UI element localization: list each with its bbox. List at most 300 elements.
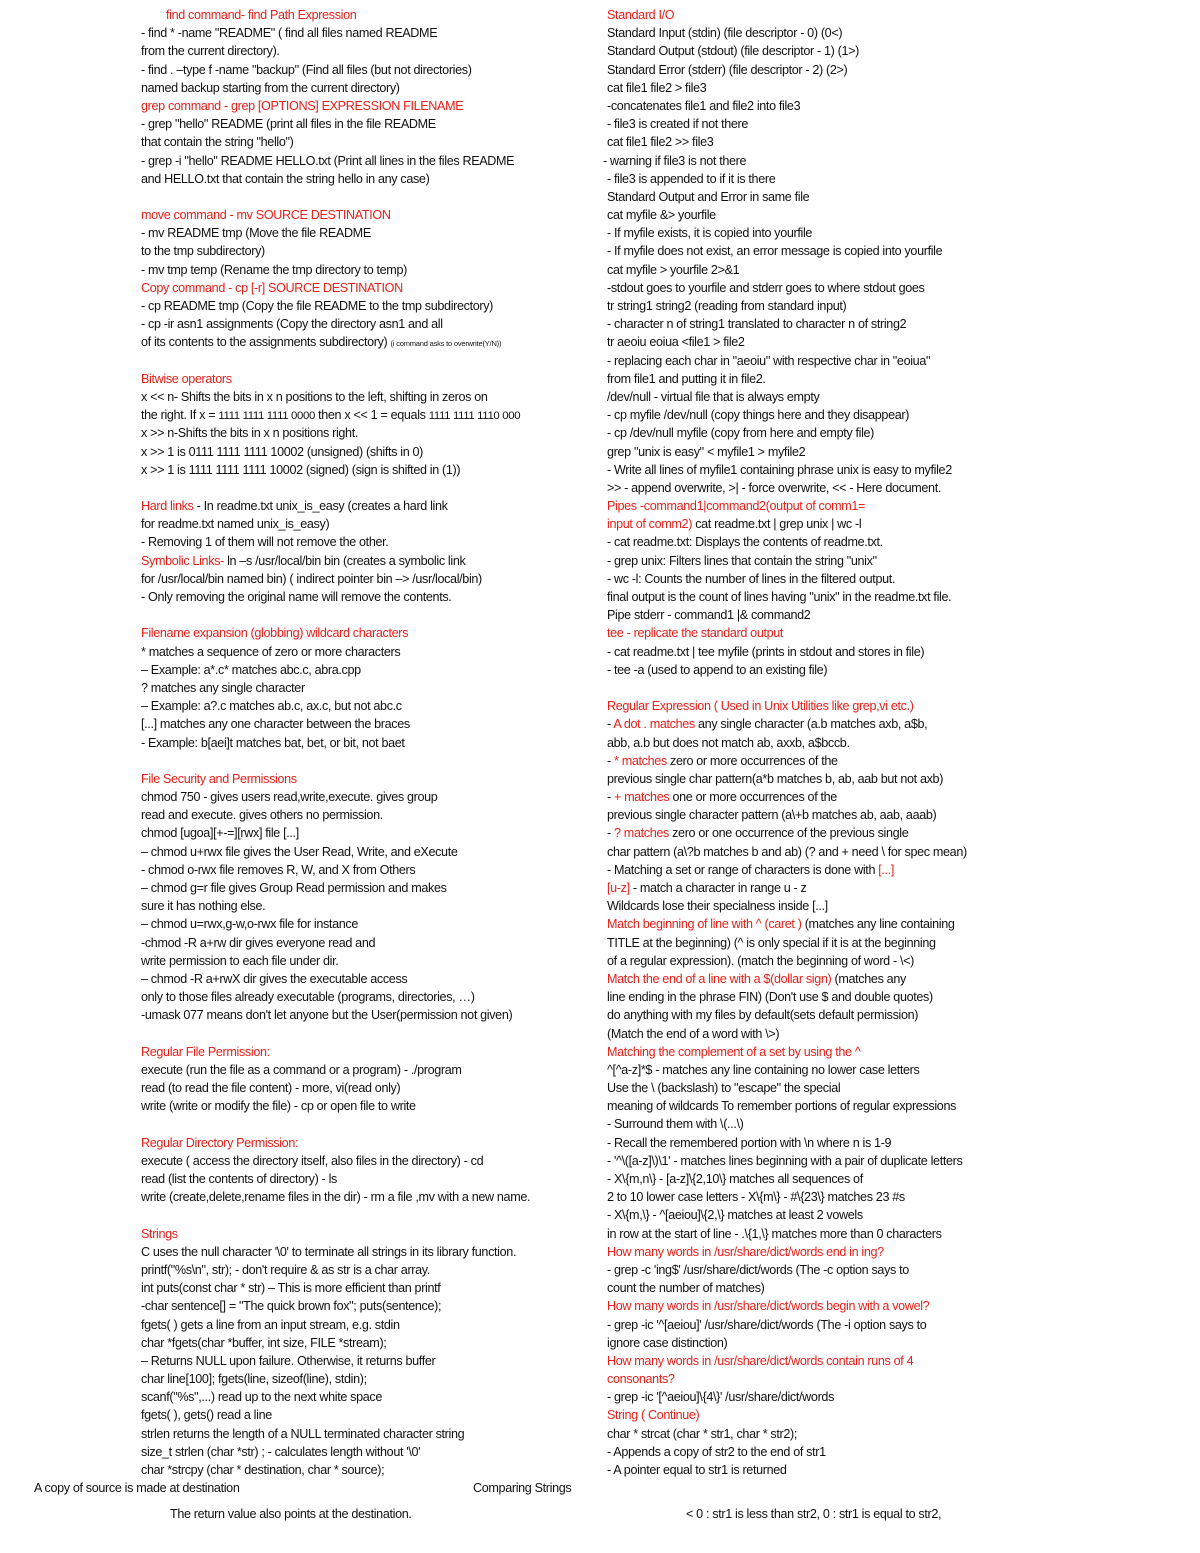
left-line <box>141 1097 591 1115</box>
text-segment: 1111 1111 1110 000 <box>428 410 521 423</box>
text-segment: - Write all lines of myfile1 containing phrase unix is easy to myfile2 <box>607 462 952 477</box>
left-line <box>141 443 591 461</box>
right-line <box>607 715 1047 733</box>
right-line <box>607 824 1047 842</box>
text-segment: cat myfile &> yourfile <box>607 208 716 223</box>
right-line <box>607 552 1047 570</box>
right-line <box>607 1225 1047 1243</box>
footer-return-note: The return value also points at the destination. <box>170 1507 412 1521</box>
right-line <box>607 352 1047 370</box>
right-line <box>607 515 1047 533</box>
text-segment: [...] matches any one character between the braces <box>141 717 410 732</box>
text-segment: count the number of matches) <box>607 1281 765 1296</box>
text-segment: -char sentence[] = "The quick brown fox"; puts(sentence); <box>141 1299 442 1314</box>
left-line <box>141 988 591 1006</box>
text-segment: - <box>607 826 614 841</box>
text-segment: consonants? <box>607 1372 675 1387</box>
text-segment: - <box>607 753 614 768</box>
left-line <box>141 1152 591 1170</box>
left-line <box>141 1206 591 1224</box>
left-line <box>141 1425 591 1443</box>
left-line <box>141 1134 591 1152</box>
text-segment: zero or one occurrence of the previous single <box>668 826 909 841</box>
left-line <box>141 1061 591 1079</box>
text-segment: Strings <box>141 1226 178 1241</box>
left-line <box>141 1388 591 1406</box>
right-line <box>607 170 1047 188</box>
right-line <box>607 61 1047 79</box>
text-segment: – chmod u+rwx file gives the User Read, Write, and eXecute <box>141 844 458 859</box>
text-segment: Wildcards lose their specialness inside [...] <box>607 899 828 914</box>
left-line <box>141 279 591 297</box>
text-segment: - cat readme.txt | tee myfile (prints in stdout and stores in file) <box>607 644 925 659</box>
text-segment: - grep -i "hello" README HELLO.txt (Print all lines in the files README <box>141 153 515 168</box>
footer-copy-note: A copy of source is made at destination <box>34 1481 240 1495</box>
text-segment: >> - append overwrite, >| - force overwrite, << - Here document. <box>607 480 942 495</box>
left-line <box>141 1243 591 1261</box>
left-line <box>141 1370 591 1388</box>
right-line <box>607 988 1047 1006</box>
left-line <box>141 61 591 79</box>
text-segment: final output is the count of lines having "unix" in the readme.txt file. <box>607 590 952 604</box>
text-segment: strlen returns the length of a NULL terminated character string <box>141 1426 465 1441</box>
text-segment: any single character (a.b matches axb, a$b, <box>694 717 928 732</box>
left-line <box>141 752 591 770</box>
right-line <box>607 533 1047 551</box>
right-line <box>607 606 1047 624</box>
left-line <box>141 915 591 933</box>
right-line <box>607 952 1047 970</box>
left-line <box>141 388 591 406</box>
left-line <box>141 661 591 679</box>
text-segment: grep "unix is easy" < myfile1 > myfile2 <box>607 444 806 459</box>
right-line <box>607 843 1047 861</box>
text-segment: read and execute. gives others no permission. <box>141 808 383 823</box>
left-line <box>141 1025 591 1043</box>
right-line <box>607 133 1047 151</box>
right-line <box>607 1443 1047 1461</box>
right-line <box>607 315 1047 333</box>
left-line <box>141 497 591 515</box>
left-line <box>141 170 591 188</box>
left-line <box>141 1461 591 1479</box>
text-segment: write permission to each file under dir. <box>141 953 339 968</box>
text-segment: named backup starting from the current directory) <box>141 80 400 95</box>
right-line <box>607 6 1047 24</box>
left-line <box>141 333 591 351</box>
left-line <box>141 188 591 206</box>
left-line <box>141 697 591 715</box>
text-segment: - cp README tmp (Copy the file README to the tmp subdirectory) <box>141 299 494 313</box>
left-line <box>141 970 591 988</box>
text-segment: - mv README tmp (Move the file README <box>141 226 371 241</box>
left-line <box>141 879 591 897</box>
text-segment: int puts(const char * str) – This is more efficient than printf <box>141 1281 441 1296</box>
text-segment: ^[^a-z]*$ - matches any line containing no lower case letters <box>607 1062 920 1077</box>
text-segment: x << n- Shifts the bits in x n positions to the left, shifting in zeros on <box>141 389 488 404</box>
left-line <box>141 424 591 442</box>
right-line <box>607 1425 1047 1443</box>
text-segment: Use the \ (backslash) to "escape" the special <box>607 1081 841 1096</box>
text-segment: cat file1 file2 > file3 <box>607 80 707 95</box>
left-line <box>141 370 591 388</box>
text-segment: - find * -name "README" ( find all files named README <box>141 26 438 41</box>
left-line <box>141 115 591 133</box>
right-line <box>603 152 1047 170</box>
text-segment: - A pointer equal to str1 is returned <box>607 1463 787 1477</box>
left-line <box>141 206 591 224</box>
text-segment: - '^\([a-z]\)\1' - matches lines beginning with a pair of duplicate letters <box>607 1153 963 1168</box>
text-segment: 1111 1111 1111 0000 <box>218 410 315 423</box>
text-segment: Symbolic Links- <box>141 553 224 568</box>
right-line <box>607 879 1047 897</box>
text-segment: – Returns NULL upon failure. Otherwise, it returns buffer <box>141 1353 436 1368</box>
text-segment: Hard links <box>141 499 194 514</box>
right-line <box>607 679 1047 697</box>
left-line <box>141 570 591 588</box>
text-segment: - grep "hello" README (print all files in the file README <box>141 117 436 132</box>
left-line <box>141 479 591 497</box>
left-line <box>141 788 591 806</box>
text-segment: sure it has nothing else. <box>141 899 266 914</box>
text-segment: - mv tmp temp (Rename the tmp directory to temp) <box>141 262 407 277</box>
text-segment: then x << 1 = equals <box>314 408 429 423</box>
text-segment: and HELLO.txt that contain the string hello in any case) <box>141 171 430 186</box>
left-line <box>141 1334 591 1352</box>
left-line <box>141 715 591 733</box>
left-line <box>141 1279 591 1297</box>
text-segment: - Surround them with \(...\) <box>607 1117 744 1132</box>
text-segment: ignore case distinction) <box>607 1335 728 1350</box>
right-line <box>607 1061 1047 1079</box>
left-line <box>141 1406 591 1424</box>
right-column <box>603 6 1047 1479</box>
text-segment: -stdout goes to yourfile and stderr goes to where stdout goes <box>607 280 925 295</box>
text-segment: line ending in the phrase FIN) (Don't use $ and double quotes) <box>607 990 933 1005</box>
text-segment: Pipes -command1|command2(output of comm1= <box>607 499 866 514</box>
text-segment: tr aeoiu eoiua <file1 > file2 <box>607 335 745 350</box>
right-line <box>607 1461 1047 1479</box>
text-segment: - X\{m,\} - ^[aeiou]\{2,\} matches at least 2 vowels <box>607 1208 863 1223</box>
left-line <box>141 770 591 788</box>
left-line <box>141 606 591 624</box>
text-segment: (i command asks to overwrite(Y/N)) <box>390 339 502 349</box>
right-line <box>607 570 1047 588</box>
text-segment: (Match the end of a word with \>) <box>607 1026 780 1041</box>
text-segment: Regular Expression ( Used in Unix Utilities like grep,vi etc.) <box>607 699 914 714</box>
text-segment: Standard Output and Error in same file <box>607 189 810 204</box>
text-segment: meaning of wildcards To remember portions of regular expressions <box>607 1099 957 1114</box>
text-segment: - chmod o-rwx file removes R, W, and X from Others <box>141 862 416 877</box>
left-line <box>141 1443 591 1461</box>
text-segment: – Example: a?.c matches ab.c, ax.c, but not abc.c <box>141 699 402 714</box>
left-line <box>141 6 591 24</box>
right-line <box>607 861 1047 879</box>
text-segment: - grep -ic '^[aeiou]' /usr/share/dict/words (The -i option says to <box>607 1317 927 1332</box>
text-segment: Copy command - cp [-r] SOURCE DESTINATION <box>141 280 403 295</box>
text-segment: zero or more occurrences of the <box>666 753 838 768</box>
text-segment: tr string1 string2 (reading from standard input) <box>607 299 847 313</box>
text-segment: ? matches any single character <box>141 680 305 695</box>
text-segment: chmod [ugoa][+-=][rwx] file [...] <box>141 826 299 841</box>
text-segment: Regular File Permission: <box>141 1044 270 1059</box>
left-line <box>141 1297 591 1315</box>
text-segment: How many words in /usr/share/dict/words begin with a vowel? <box>607 1299 930 1314</box>
text-segment: Regular Directory Permission: <box>141 1135 299 1150</box>
text-segment: move command - mv SOURCE DESTINATION <box>141 208 391 223</box>
left-line <box>141 297 591 315</box>
right-line <box>607 752 1047 770</box>
left-line <box>141 24 591 42</box>
text-segment: only to those files already executable (programs, directories, …) <box>141 990 475 1005</box>
text-segment: How many words in /usr/share/dict/words end in ing? <box>607 1244 884 1259</box>
left-line <box>141 1316 591 1334</box>
left-line <box>141 861 591 879</box>
text-segment: (matches any line containing <box>801 917 955 932</box>
text-segment: - cp myfile /dev/null (copy things here and they disappear) <box>607 408 910 423</box>
right-line <box>607 1152 1047 1170</box>
text-segment: Match beginning of line with ^ (caret ) <box>607 917 802 932</box>
text-segment: execute ( access the directory itself, also files in the directory) - cd <box>141 1153 484 1168</box>
text-segment: Bitwise operators <box>141 371 232 386</box>
text-segment: – Example: a*.c* matches abc.c, abra.cpp <box>141 662 361 677</box>
text-segment: - find . –type f -name "backup" (Find all files (but not directories) <box>141 62 472 77</box>
text-segment: - <box>607 790 614 805</box>
left-line <box>141 352 591 370</box>
left-line <box>141 97 591 115</box>
text-segment: Standard I/O <box>607 8 675 22</box>
right-line <box>607 1388 1047 1406</box>
text-segment: fgets( ) gets a line from an input stream, e.g. stdin <box>141 1317 400 1332</box>
text-segment: from file1 and putting it in file2. <box>607 371 766 386</box>
text-segment: char line[100]; fgets(line, sizeof(line), stdin); <box>141 1372 367 1387</box>
left-line <box>141 133 591 151</box>
text-segment: cat readme.txt | grep unix | wc -l <box>692 517 862 532</box>
left-line <box>141 1006 591 1024</box>
text-segment: x >> 1 is 1111 1111 1111 10002 (signed) (sign is shifted in (1)) <box>141 462 461 477</box>
text-segment: - wc -l: Counts the number of lines in the filtered output. <box>607 571 896 586</box>
text-segment: – chmod u=rwx,g-w,o-rwx file for instance <box>141 917 358 932</box>
text-segment: File Security and Permissions <box>141 771 297 786</box>
text-segment: in row at the start of line - .\{1,\} matches more than 0 characters <box>607 1226 942 1241</box>
right-line <box>607 370 1047 388</box>
text-segment: - X\{m,n\} - [a-z]\{2,10\} matches all sequences of <box>607 1172 863 1186</box>
left-line <box>141 843 591 861</box>
text-segment: previous single character pattern (a\+b matches ab, aab, aaab) <box>607 808 937 823</box>
text-segment: the right. If x = <box>141 408 219 423</box>
text-segment: Match the end of a line with a $(dollar sign) <box>607 971 832 986</box>
text-segment: char *fgets(char *buffer, int size, FILE *stream); <box>141 1335 387 1350</box>
left-line <box>141 679 591 697</box>
left-line <box>141 552 591 570</box>
left-line <box>141 588 591 606</box>
right-line <box>607 1279 1047 1297</box>
right-line <box>607 970 1047 988</box>
right-line <box>607 806 1047 824</box>
left-line <box>141 934 591 952</box>
right-line <box>607 1243 1047 1261</box>
text-segment: that contain the string "hello") <box>141 135 294 150</box>
text-segment: chmod 750 - gives users read,write,execute. gives group <box>141 790 438 805</box>
text-segment: – chmod g=r file gives Group Read permission and makes <box>141 881 447 895</box>
text-segment: String ( Continue) <box>607 1408 700 1423</box>
text-segment: read (list the contents of directory) - ls <box>141 1172 337 1186</box>
text-segment: - tee -a (used to append to an existing file) <box>607 662 828 677</box>
left-line <box>141 1170 591 1188</box>
text-segment: input of comm2) <box>607 517 693 532</box>
left-line <box>141 897 591 915</box>
text-segment: grep command - grep [OPTIONS] EXPRESSION FILENAME <box>141 98 464 113</box>
right-line <box>607 406 1047 424</box>
text-segment: - cp /dev/null myfile (copy from here and empty file) <box>607 426 875 441</box>
text-segment: - In readme.txt unix_is_easy (creates a hard link <box>193 499 448 514</box>
right-line <box>607 588 1047 606</box>
right-line <box>607 115 1047 133</box>
right-line <box>607 261 1047 279</box>
text-segment: - grep -ic '[^aeiou]\{4\}' /usr/share/dict/words <box>607 1390 835 1405</box>
left-line <box>141 315 591 333</box>
text-segment: of its contents to the assignments subdirectory) <box>141 335 391 350</box>
text-segment: cat file1 file2 >> file3 <box>607 135 714 150</box>
left-line <box>141 734 591 752</box>
text-segment: - file3 is appended to if it is there <box>607 171 776 186</box>
right-line <box>607 424 1047 442</box>
right-line <box>607 1406 1047 1424</box>
text-segment: Standard Output (stdout) (file descriptor - 1) (1>) <box>607 44 859 59</box>
right-line <box>607 333 1047 351</box>
right-line <box>607 242 1047 260</box>
text-segment: [...] <box>878 862 894 877</box>
text-segment: - <box>607 717 614 732</box>
text-segment: Pipe stderr - command1 |& command2 <box>607 608 811 623</box>
text-segment: ? matches <box>614 826 669 841</box>
right-line <box>607 934 1047 952</box>
text-segment: printf("%s\n", str); - don't require & as str is a char array. <box>141 1262 430 1277</box>
text-segment: one or more occurrences of the <box>669 790 837 805</box>
text-segment: Standard Input (stdin) (file descriptor - 0) (0<) <box>607 26 843 41</box>
text-segment: -umask 077 means don't let anyone but the User(permission not given) <box>141 1008 513 1023</box>
text-segment: TITLE at the beginning) (^ is only special if it is at the beginning <box>607 935 936 950</box>
text-segment: - warning if file3 is not there <box>603 153 747 168</box>
left-line <box>141 1352 591 1370</box>
text-segment: for readme.txt named unix_is_easy) <box>141 517 330 532</box>
text-segment: + matches <box>614 790 670 805</box>
right-line <box>607 188 1047 206</box>
text-segment: - character n of string1 translated to character n of string2 <box>607 317 907 332</box>
text-segment: - If myfile exists, it is copied into yourfile <box>607 226 813 241</box>
left-line <box>141 533 591 551</box>
text-segment: - Recall the remembered portion with \n where n is 1-9 <box>607 1135 892 1150</box>
left-line <box>141 42 591 60</box>
right-line <box>607 297 1047 315</box>
text-segment: read (to read the file content) - more, vi(read only) <box>141 1081 401 1096</box>
left-line <box>141 261 591 279</box>
text-segment: * matches a sequence of zero or more characters <box>141 644 401 659</box>
left-column <box>141 6 591 1479</box>
left-line <box>141 643 591 661</box>
right-line <box>607 1206 1047 1224</box>
text-segment: A dot . matches <box>613 717 695 732</box>
right-line <box>607 97 1047 115</box>
text-segment: to the tmp subdirectory) <box>141 244 265 259</box>
right-line <box>607 79 1047 97</box>
right-line <box>607 461 1047 479</box>
text-segment: - cp -ir asn1 assignments (Copy the directory asn1 and all <box>141 317 443 332</box>
left-line <box>141 952 591 970</box>
text-segment: write (write or modify the file) - cp or open file to write <box>141 1099 416 1114</box>
left-line <box>141 406 591 424</box>
right-line <box>607 897 1047 915</box>
text-segment: - cat readme.txt: Displays the contents of readme.txt. <box>607 535 883 550</box>
right-line <box>607 770 1047 788</box>
text-segment: abb, a.b but does not match ab, axxb, a$bccb. <box>607 735 850 750</box>
right-line <box>607 1352 1047 1370</box>
text-segment: C uses the null character '\0' to terminate all strings in its library function. <box>141 1244 517 1259</box>
right-line <box>607 734 1047 752</box>
text-segment: Filename expansion (globbing) wildcard characters <box>141 626 409 641</box>
right-line <box>607 643 1047 661</box>
right-line <box>607 1097 1047 1115</box>
text-segment: - Example: b[aei]t matches bat, bet, or bit, not baet <box>141 735 405 750</box>
right-line <box>607 1370 1047 1388</box>
text-segment: do anything with my files by default(sets default permission) <box>607 1008 919 1023</box>
left-line <box>141 1043 591 1061</box>
right-line <box>607 788 1047 806</box>
right-line <box>607 661 1047 679</box>
right-line <box>607 497 1047 515</box>
left-line <box>141 624 591 642</box>
left-line <box>141 824 591 842</box>
text-segment: -concatenates file1 and file2 into file3 <box>607 98 801 113</box>
text-segment: How many words in /usr/share/dict/words contain runs of 4 <box>607 1353 914 1368</box>
left-line <box>141 242 591 260</box>
left-line <box>141 1261 591 1279</box>
text-segment: cat myfile > yourfile 2>&1 <box>607 262 740 277</box>
text-segment: -chmod -R a+rw dir gives everyone read and <box>141 935 376 950</box>
text-segment: - Matching a set or range of characters is done with <box>607 862 879 877</box>
right-line <box>607 624 1047 642</box>
text-segment: Matching the complement of a set by using the ^ <box>607 1044 861 1059</box>
right-line <box>607 1134 1047 1152</box>
text-segment: – chmod -R a+rwX dir gives the executable access <box>141 971 408 986</box>
text-segment: - file3 is created if not there <box>607 117 749 132</box>
right-line <box>607 24 1047 42</box>
left-line <box>141 152 591 170</box>
right-line <box>607 1188 1047 1206</box>
right-line <box>607 206 1047 224</box>
right-line <box>607 1025 1047 1043</box>
text-segment: - replacing each char in "aeoiu" with respective char in "eoiua" <box>607 353 931 368</box>
text-segment: - grep -c 'ing$' /usr/share/dict/words (The -c option says to <box>607 1262 909 1277</box>
text-segment: size_t strlen (char *str) ; - calculates length without '\0' <box>141 1444 421 1459</box>
footer-compare-result: < 0 : str1 is less than str2, 0 : str1 is equal to str2, <box>686 1507 942 1521</box>
right-line <box>607 224 1047 242</box>
right-line <box>607 1334 1047 1352</box>
right-line <box>607 1170 1047 1188</box>
text-segment: 2 to 10 lower case letters - X\{m\} - #\{23\} matches 23 #s <box>607 1190 905 1205</box>
text-segment: find command- find Path Expression <box>166 8 357 22</box>
text-segment: for /usr/local/bin named bin) ( indirect pointer bin –> /usr/local/bin) <box>141 571 482 586</box>
footer-comparing-strings: Comparing Strings <box>473 1481 572 1495</box>
right-line <box>607 1043 1047 1061</box>
right-line <box>607 1079 1047 1097</box>
left-line <box>141 806 591 824</box>
left-line <box>141 1225 591 1243</box>
text-segment: - Removing 1 of them will not remove the other. <box>141 535 389 550</box>
text-segment: previous single char pattern(a*b matches b, ab, aab but not axb) <box>607 771 944 786</box>
right-line <box>607 1316 1047 1334</box>
right-line <box>607 388 1047 406</box>
